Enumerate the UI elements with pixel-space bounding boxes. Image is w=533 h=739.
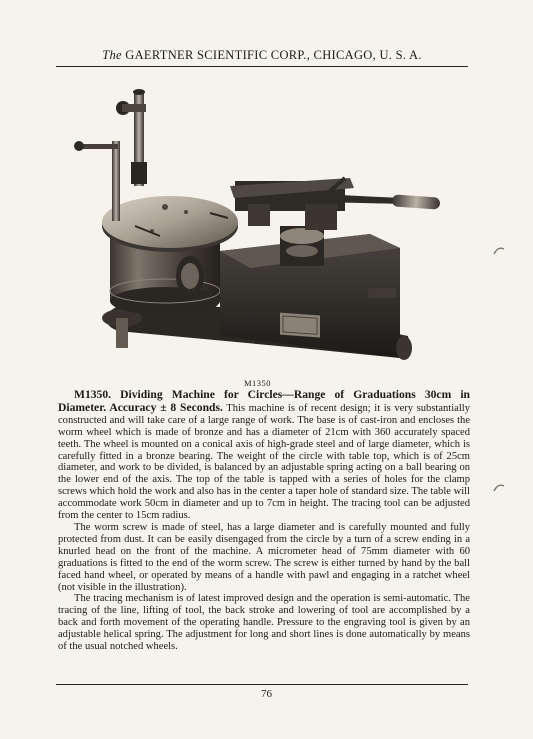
article-body <box>58 389 470 653</box>
page-header <box>58 48 466 63</box>
paragraph-1 <box>58 389 470 522</box>
binder-hole-mark-upper <box>492 246 506 256</box>
paragraph-2: The worm screw is made of steel, has a large diameter and is carefully mounted and fully protected from dust. It can be easily disengaged from the circle by a turn of a screw ending in a knurled head on the front of the machine. A micrometer head of 75mm diameter with 60 graduations is fitted to the end of the worm screw. The screw is either turned by hand by the ball faced hand wheel, or operated by means of a handle with pawl and engaging in a ratchet wheel (not visible in the illustration). <box>58 521 470 593</box>
article-lead: M1350. Dividing Machine for Circles—Range of Graduations 30cm in Diameter. Accuracy ± 8 Seconds. <box>58 388 470 414</box>
header-title: GAERTNER SCIENTIFIC CORP., CHICAGO, U. S. A. <box>125 48 422 62</box>
header-prefix: The <box>102 48 122 62</box>
footer-rule <box>56 684 468 685</box>
figure-caption: M1350 <box>244 378 272 388</box>
header-rule <box>56 66 468 67</box>
dividing-machine-photo <box>70 86 470 386</box>
binder-hole-mark-lower <box>492 483 506 493</box>
paragraph-3: The tracing mechanism is of latest improved design and the operation is semi-automatic. The tracing of the line, lifting of tool, the back stroke and lowering of tool are accomplished by a back and forth movement of the operating handle. Pressure to the engraving tool is given by an adjustable helical spring. The adjustment for long and short lines is done automatically by means of the usual notched wheels. <box>58 593 470 653</box>
page-number: 76 <box>261 688 272 700</box>
paragraph-1-text: This machine is of recent design; it is very substantially constructed and will take care of a large range of work. The base is of cast-iron and encloses the worm wheel which is made of bronze and has a diameter of 21cm with 360 accurately spaced teeth. The wheel is mounted on a conical axis of high-grade steel and of large diameter, which is carefully fitted in a bronze bearing. The weight of the circle with table top, which is of 25cm diameter, and work to be divided, is balanced by an adjustable spring acting on a ball bearing on the lower end of the axis. The top of the table is tapped with a series of holes for the clamp screws which hold the work and also has in the center a taper hole of standard size. The table will accommodate work 50cm in diameter and up to 7cm in height. The tracing tool can be adjusted from the center to 15cm radius. <box>58 402 470 522</box>
